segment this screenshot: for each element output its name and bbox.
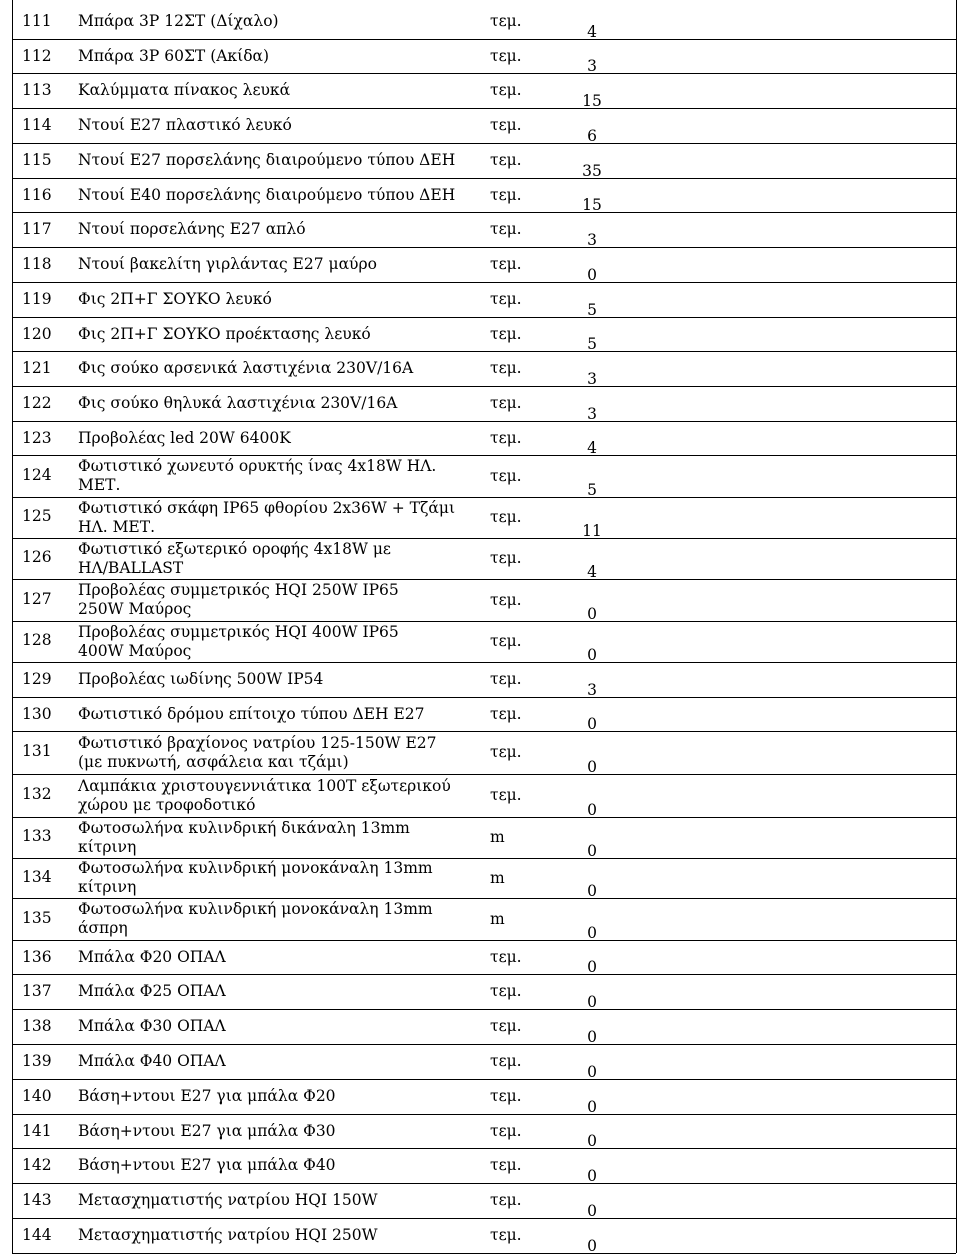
item-description-line-1: Προβολέας συμμετρικός HQI 250W IP65: [78, 581, 399, 599]
row-border: [12, 455, 956, 456]
item-description: Μπάρα 3Ρ 12ΣΤ (Δίχαλο): [78, 12, 279, 30]
row-border: [12, 39, 956, 40]
item-unit: τεμ.: [490, 1052, 522, 1070]
item-description-line-1: Φωτιστικό σκάφη IP65 φθορίου 2x36W + Τζάμι: [78, 498, 456, 517]
row-border: [12, 697, 956, 698]
item-number: 136: [22, 947, 52, 966]
row-border: [12, 898, 956, 899]
item-unit: τεμ.: [490, 185, 522, 204]
item-quantity: 3: [587, 231, 597, 249]
item-number: 113: [22, 81, 52, 99]
item-quantity: 0: [587, 1063, 597, 1081]
item-description: Ντουί πορσελάνης Ε27 απλό: [78, 220, 306, 238]
item-description: Προβολέας ιωδίνης 500W IP54: [78, 670, 324, 688]
item-number: 126: [22, 548, 52, 566]
item-number: 138: [22, 1017, 52, 1035]
item-quantity: 0: [587, 1132, 597, 1150]
item-unit: τεμ.: [490, 704, 522, 723]
item-number: 141: [22, 1121, 52, 1140]
item-description: Μετασχηματιστής νατρίου HQI 250W: [78, 1226, 378, 1244]
item-quantity: 0: [587, 1202, 597, 1220]
item-quantity: 3: [587, 681, 597, 699]
item-number: 111: [22, 12, 52, 30]
item-description: Φις σούκο αρσενικά λαστιχένια 230V/16A: [78, 359, 414, 377]
item-description-line-2: χώρου με τροφοδοτικό: [78, 795, 256, 814]
item-quantity: 0: [587, 715, 597, 733]
row-border: [12, 178, 956, 179]
item-number: 143: [22, 1191, 52, 1209]
item-quantity: 3: [587, 57, 597, 75]
item-description: Μπάρα 3Ρ 60ΣΤ (Ακίδα): [78, 46, 270, 65]
item-number: 128: [22, 631, 52, 649]
item-description-line-1: Φωτιστικό βραχίονος νατρίου 125-150W E27: [78, 733, 437, 752]
item-quantity: 3: [587, 370, 597, 388]
item-description-line-2: 250W Μαύρος: [78, 600, 192, 618]
row-border: [12, 421, 956, 422]
row-border: [12, 143, 956, 144]
item-unit: τεμ.: [490, 982, 522, 1000]
item-quantity: 0: [587, 605, 597, 623]
item-description: Φωτιστικό δρόμου επίτοιχο τύπου ΔΕΗ Ε27: [78, 704, 425, 723]
item-unit: τεμ.: [490, 466, 522, 485]
item-description: Ντουί Ε40 πορσελάνης διαιρούμενο τύπου ΔΕΗ: [78, 185, 456, 204]
row-border: [12, 731, 956, 732]
item-unit: m: [490, 909, 505, 928]
item-unit: τεμ.: [490, 743, 522, 761]
item-description-line-1: Προβολέας συμμετρικός HQI 400W IP65: [78, 622, 399, 641]
item-unit: τεμ.: [490, 508, 522, 526]
item-number: 120: [22, 324, 52, 343]
item-number: 135: [22, 908, 52, 927]
item-number: 119: [22, 290, 52, 308]
item-description: Φις 2Π+Γ ΣΟΥΚΟ λευκό: [78, 290, 272, 308]
item-quantity: 0: [587, 958, 597, 976]
item-quantity: 0: [587, 882, 597, 900]
row-border: [12, 212, 956, 213]
item-number: 122: [22, 394, 52, 412]
item-number: 134: [22, 867, 52, 886]
item-unit: τεμ.: [490, 394, 522, 412]
row-border: [12, 1148, 956, 1149]
item-number: 137: [22, 982, 52, 1000]
item-quantity: 6: [587, 127, 597, 145]
item-quantity: 11: [582, 522, 602, 540]
item-unit: τεμ.: [490, 632, 522, 650]
item-unit: τεμ.: [490, 1191, 522, 1209]
item-description-line-2: 400W Μαύρος: [78, 641, 192, 660]
item-description-line-2: κίτρινη: [78, 878, 137, 896]
item-quantity: 0: [587, 1167, 597, 1185]
item-unit: τεμ.: [490, 1087, 522, 1105]
item-description: Μετασχηματιστής νατρίου HQI 150W: [78, 1191, 378, 1209]
item-description: Φις 2Π+Γ ΣΟΥΚΟ προέκτασης λευκό: [78, 324, 371, 343]
item-unit: τεμ.: [490, 359, 522, 377]
item-description: Βάση+ντουι Ε27 για μπάλα Φ30: [78, 1121, 336, 1140]
item-description: Μπάλα Φ40 ΟΠΑΛ: [78, 1052, 226, 1070]
item-quantity: 4: [587, 439, 597, 457]
item-description: Μπάλα Φ30 ΟΠΑΛ: [78, 1017, 226, 1035]
item-quantity: 15: [582, 92, 602, 110]
item-unit: τεμ.: [490, 1156, 522, 1174]
item-description-line-2: (με πυκνωτή, ασφάλεια και τζάμι): [78, 752, 349, 771]
item-description-line-2: άσπρη: [78, 919, 128, 937]
row-border: [12, 282, 956, 283]
row-border: [12, 351, 956, 352]
item-unit: τεμ.: [490, 151, 522, 169]
item-unit: τεμ.: [490, 549, 522, 567]
item-number: 117: [22, 220, 52, 238]
item-unit: τεμ.: [490, 947, 522, 966]
item-unit: τεμ.: [490, 46, 522, 65]
item-quantity: 5: [587, 301, 597, 319]
item-description-line-2: ΗΛ/BALLAST: [78, 558, 184, 577]
item-number: 144: [22, 1226, 52, 1244]
row-border: [12, 1253, 956, 1254]
item-description: Βάση+ντουι Ε27 για μπάλα Φ40: [78, 1156, 336, 1174]
column-border: [956, 0, 957, 1253]
item-description-line-1: Λαμπάκια χριστουγεννιάτικα 100Τ εξωτερικού: [78, 776, 451, 795]
item-unit: τεμ.: [490, 590, 522, 609]
item-quantity: 5: [587, 481, 597, 499]
item-quantity: 0: [587, 1237, 597, 1255]
item-quantity: 0: [587, 801, 597, 819]
item-number: 115: [22, 151, 52, 169]
item-quantity: 0: [587, 266, 597, 284]
item-unit: τεμ.: [490, 255, 522, 273]
item-unit: m: [490, 868, 505, 887]
item-number: 140: [22, 1087, 52, 1105]
column-border: [12, 0, 13, 1253]
item-number: 112: [22, 46, 52, 65]
item-number: 118: [22, 255, 52, 273]
item-unit: τεμ.: [490, 670, 522, 688]
item-description-line-1: Φωτιστικό εξωτερικό οροφής 4x18W με: [78, 539, 391, 558]
item-number: 133: [22, 827, 52, 845]
item-number: 130: [22, 704, 52, 723]
item-number: 132: [22, 785, 52, 803]
item-unit: τεμ.: [490, 290, 522, 308]
row-border: [12, 1114, 956, 1115]
item-description: Βάση+ντουι Ε27 για μπάλα Φ20: [78, 1087, 336, 1105]
item-number: 121: [22, 359, 52, 377]
item-unit: τεμ.: [490, 116, 522, 134]
item-description: Ντουί βακελίτη γιρλάντας Ε27 μαύρο: [78, 255, 377, 273]
row-border: [12, 1218, 956, 1219]
item-description-line-1: Φωτοσωλήνα κυλινδρική μονοκάναλη 13mm: [78, 859, 433, 877]
item-quantity: 0: [587, 758, 597, 776]
row-border: [12, 1009, 956, 1010]
row-border: [12, 317, 956, 318]
item-quantity: 4: [587, 23, 597, 41]
row-border: [12, 108, 956, 109]
item-description-line-1: Φωτοσωλήνα κυλινδρική μονοκάναλη 13mm: [78, 900, 433, 918]
item-number: 123: [22, 428, 52, 447]
item-unit: τεμ.: [490, 428, 522, 447]
item-number: 125: [22, 507, 52, 525]
item-description-line-2: ΗΛ. ΜΕΤ.: [78, 517, 156, 536]
row-border: [12, 940, 956, 941]
row-border: [12, 247, 956, 248]
item-quantity: 0: [587, 1098, 597, 1116]
item-number: 116: [22, 185, 52, 204]
row-border: [12, 974, 956, 975]
item-quantity: 35: [582, 162, 602, 180]
item-unit: τεμ.: [490, 1017, 522, 1035]
item-number: 129: [22, 670, 52, 688]
item-quantity: 3: [587, 405, 597, 423]
item-description: Ντουί Ε27 πορσελάνης διαιρούμενο τύπου ΔΕΗ: [78, 151, 456, 169]
item-number: 139: [22, 1052, 52, 1070]
item-number: 124: [22, 465, 52, 484]
item-number: 142: [22, 1156, 52, 1174]
item-description: Ντουί Ε27 πλαστικό λευκό: [78, 116, 292, 134]
row-border: [12, 662, 956, 663]
item-unit: τεμ.: [490, 1121, 522, 1140]
item-unit: τεμ.: [490, 12, 522, 30]
row-border: [12, 1079, 956, 1080]
item-quantity: 0: [587, 1028, 597, 1046]
item-quantity: 0: [587, 842, 597, 860]
item-description: Μπάλα Φ20 ΟΠΑΛ: [78, 947, 226, 966]
item-number: 114: [22, 116, 52, 134]
item-unit: τεμ.: [490, 220, 522, 238]
item-number: 127: [22, 589, 52, 608]
item-quantity: 15: [582, 196, 602, 214]
item-description-line-2: κίτρινη: [78, 837, 137, 856]
item-unit: τεμ.: [490, 324, 522, 343]
item-description-line-2: ΜΕΤ.: [78, 476, 121, 494]
item-quantity: 5: [587, 335, 597, 353]
item-description: Προβολέας led 20W 6400K: [78, 428, 291, 447]
item-unit: τεμ.: [490, 1226, 522, 1244]
item-description: Μπάλα Φ25 ΟΠΑΛ: [78, 982, 226, 1000]
item-description: Καλύμματα πίνακος λευκά: [78, 81, 291, 99]
item-quantity: 0: [587, 924, 597, 942]
item-quantity: 4: [587, 563, 597, 581]
item-number: 131: [22, 742, 52, 760]
row-border: [12, 73, 956, 74]
item-quantity: 0: [587, 993, 597, 1011]
item-description: Φις σούκο θηλυκά λαστιχένια 230V/16A: [78, 394, 398, 412]
row-border: [12, 1044, 956, 1045]
row-border: [12, 579, 956, 580]
item-description-line-1: Φωτιστικό χωνευτό ορυκτής ίνας 4x18W ΗΛ.: [78, 457, 437, 475]
item-quantity: 0: [587, 646, 597, 664]
row-border: [12, 386, 956, 387]
item-unit: τεμ.: [490, 81, 522, 99]
item-description-line-1: Φωτοσωλήνα κυλινδρική δικάναλη 13mm: [78, 818, 410, 837]
row-border: [12, 1183, 956, 1184]
row-border: [12, 774, 956, 775]
item-unit: m: [490, 828, 505, 846]
item-unit: τεμ.: [490, 786, 522, 804]
